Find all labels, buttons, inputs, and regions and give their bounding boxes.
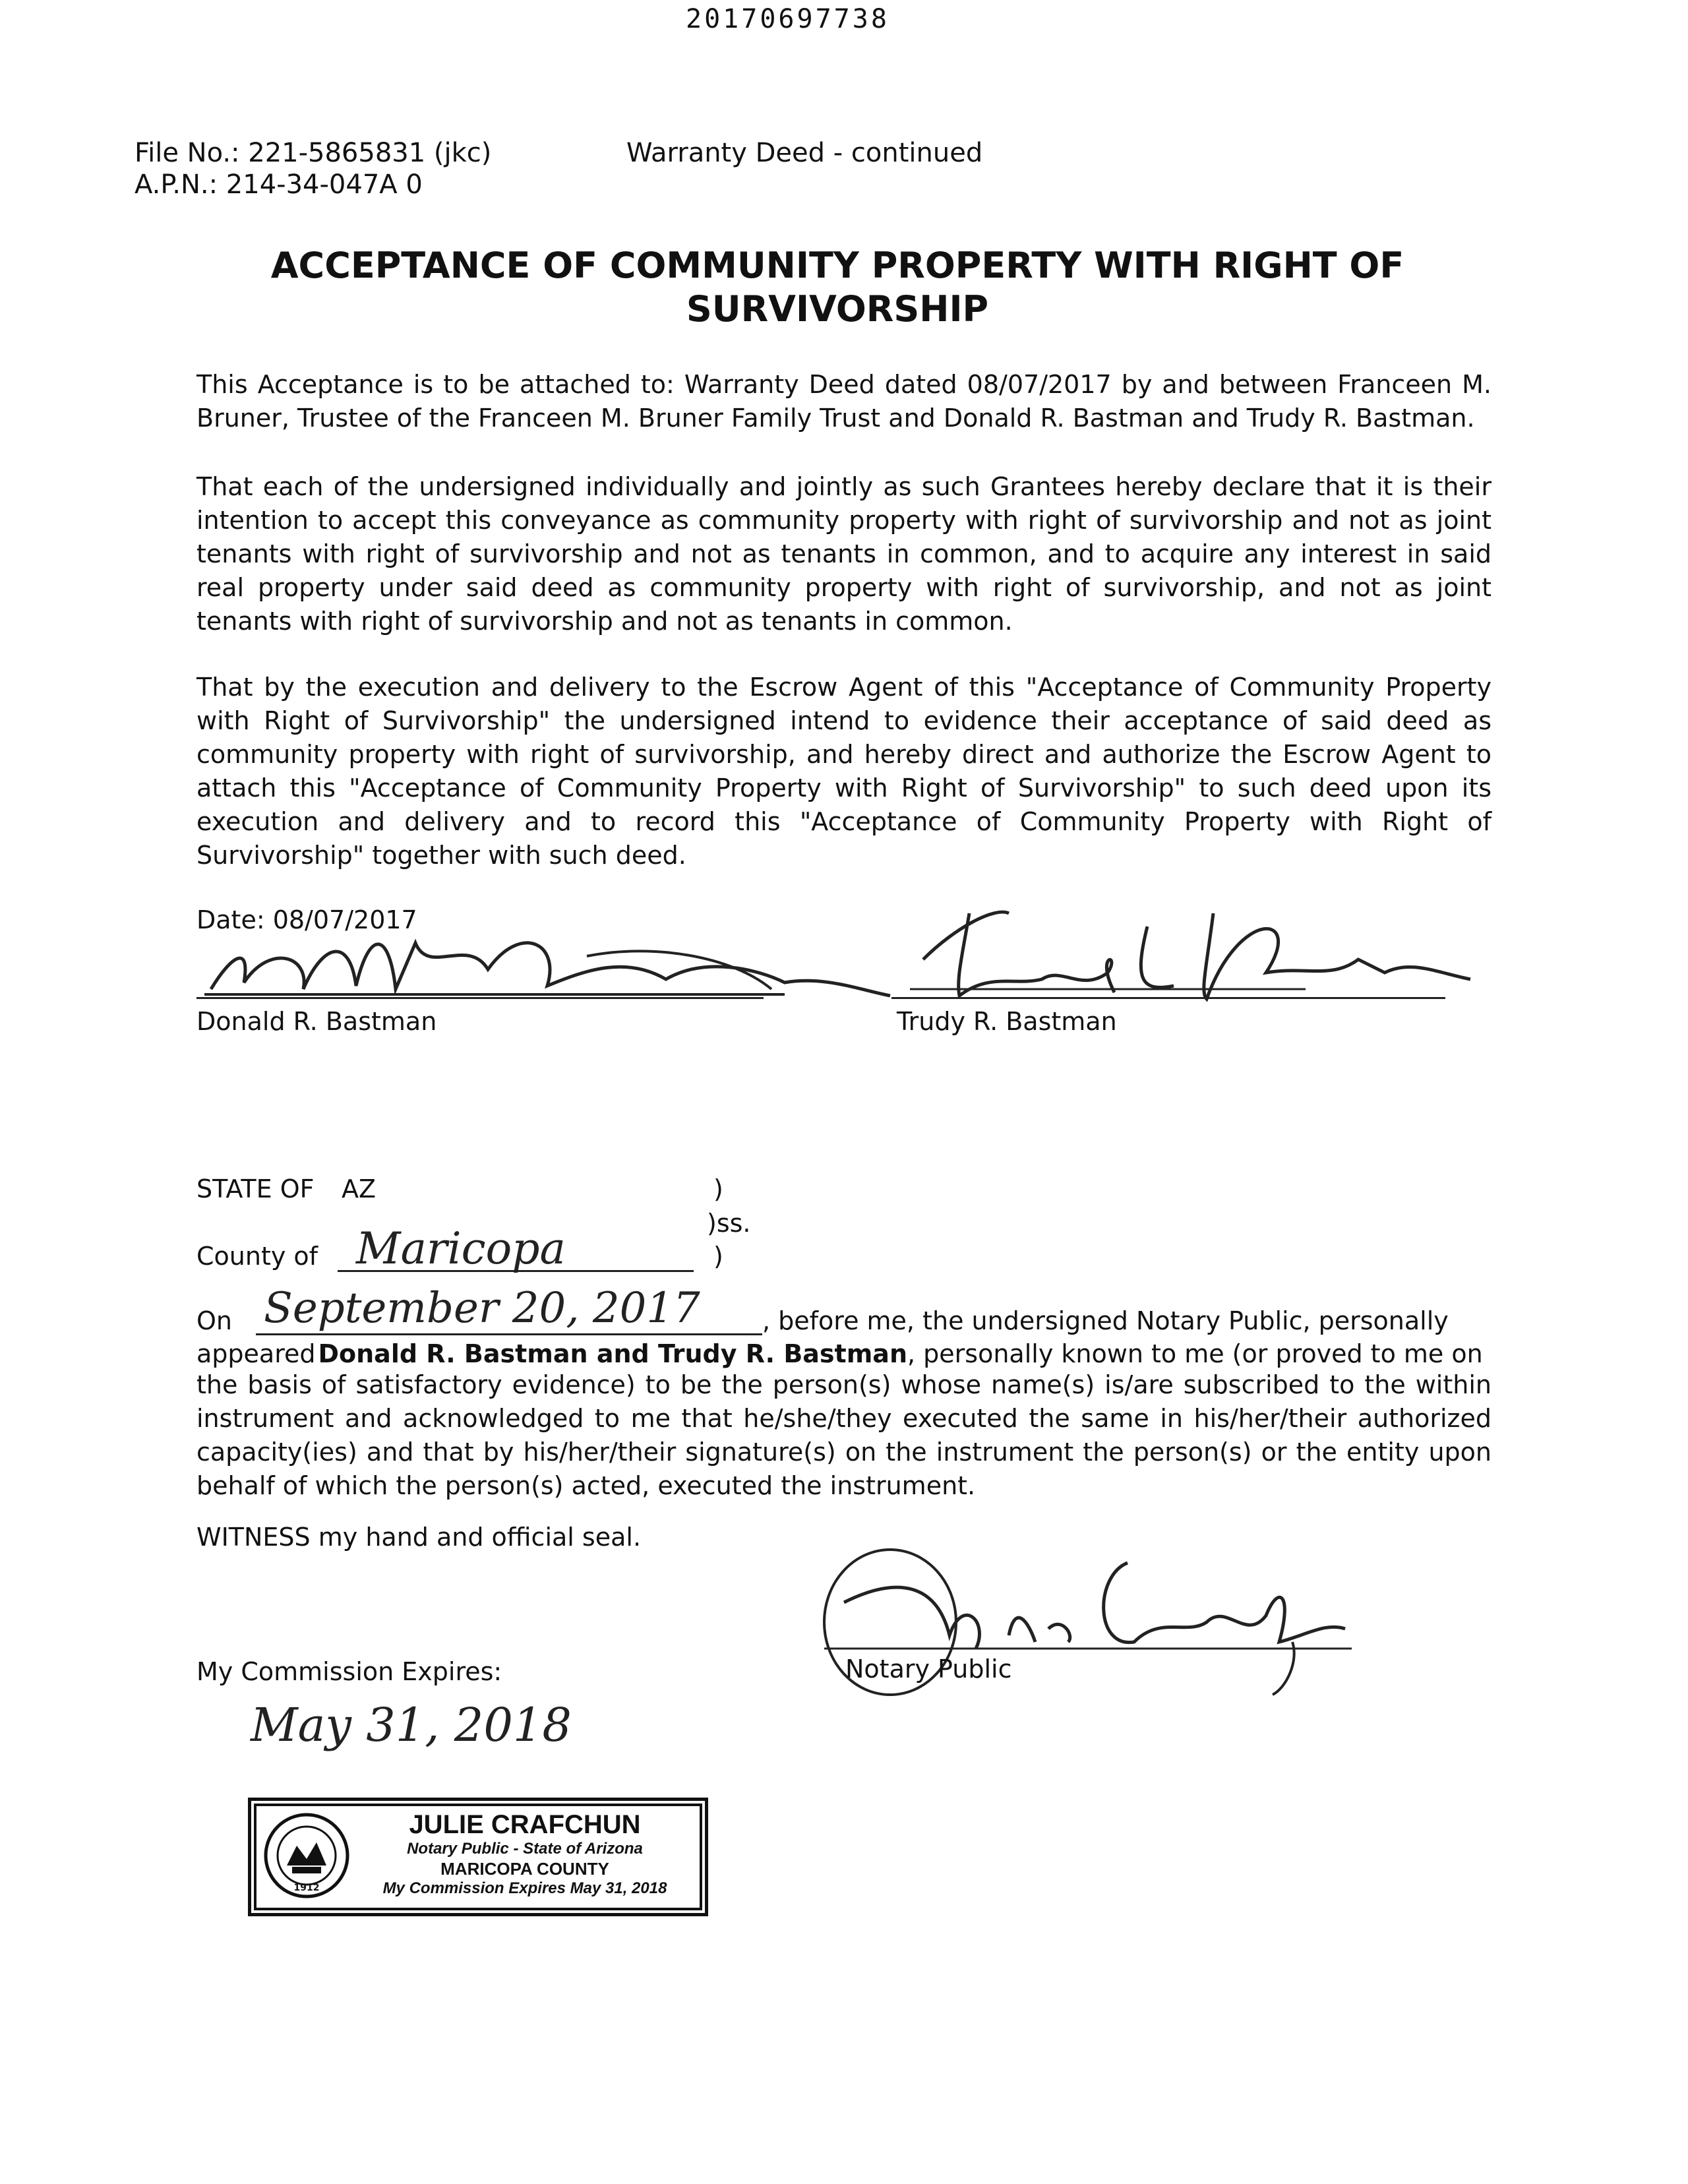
date-line (256, 1333, 762, 1335)
county-line (338, 1270, 694, 1272)
signature-donald-bastman (191, 917, 897, 1016)
notary-stamp (248, 1798, 708, 1916)
signature-trudy-bastman (897, 887, 1490, 1012)
signer-name-1: Donald R. Bastman (196, 1007, 437, 1036)
state-value: AZ (342, 1174, 377, 1203)
commission-label: My Commission Expires: (196, 1657, 502, 1686)
appeared-line (196, 1339, 1492, 1369)
appeared-label: appeared (196, 1339, 316, 1368)
warranty-deed-continued: Warranty Deed - continued (626, 138, 983, 168)
file-number: File No.: 221-5865831 (jkc) (135, 138, 492, 168)
appeared-rest: , personally known to me (or proved to me on (907, 1339, 1483, 1368)
appeared-names: Donald R. Bastman and Trudy R. Bastman (318, 1339, 908, 1368)
seal-year: 1912 (293, 1883, 320, 1893)
venue-ss: )ss. (707, 1209, 751, 1238)
stamp-notary-name: JULIE CRAFCHUN (409, 1810, 641, 1839)
stamp-expiration: My Commission Expires May 31, 2018 (382, 1879, 667, 1897)
on-label: On (196, 1306, 232, 1335)
stamp-state: Notary Public - State of Arizona (407, 1840, 643, 1858)
venue-paren-1: ) (713, 1174, 723, 1203)
paragraph-declaration: That each of the undersigned individually and jointly as such Grantees hereby declare that it is their intention to accept this conveyance as community property with right of survivorship and not as joint tenants with right of survivorship and not as tenants in common, and to acquire any interest in said real property under said deed as community property with right of survivorship, and not as joint tenants with right of survivorship and not as tenants in common. (196, 472, 1492, 636)
stamp-county: MARICOPA COUNTY (440, 1859, 609, 1879)
paragraph-attachment: This Acceptance is to be attached to: Warranty Deed dated 08/07/2017 by and between Franceen M. Bruner, Trustee of the Franceen M. Bruner Family Trust and Donald R. Bastman and Trudy R. Bastman. (196, 370, 1492, 433)
signature-notary (818, 1536, 1372, 1714)
signature-line-1 (196, 997, 764, 999)
commission-value: May 31, 2018 (251, 1698, 572, 1752)
notary-public-label: Notary Public (845, 1654, 1012, 1684)
county-value: Maricopa (356, 1223, 566, 1274)
before-me-text: , before me, the undersigned Notary Public, personally (762, 1306, 1449, 1335)
county-label: County of (196, 1242, 318, 1271)
apn: A.P.N.: 214-34-047A 0 (135, 169, 423, 200)
acknowledgment-body: the basis of satisfactory evidence) to be the person(s) whose name(s) is/are subscribed to the within instrument and acknowledged to me that he/she/they executed the same in his/her/their authorized capacity(ies) and that by his/her/their signature(s) on the instrument the person(s) or the entity upon behalf of which the person(s) acted, executed the instrument. (196, 1370, 1492, 1500)
state-seal-icon (260, 1806, 353, 1905)
venue-paren-2: ) (713, 1242, 723, 1271)
signature-line-2 (891, 997, 1445, 999)
signer-name-2: Trudy R. Bastman (897, 1007, 1117, 1036)
paragraph-escrow: That by the execution and delivery to the Escrow Agent of this "Acceptance of Community Property with Right of Survivorship" the undersigned intend to evidence their acceptance of said deed as community property with right of survivorship, and hereby direct and authorize the Escrow Agent to attach this "Acceptance of Community Property with Right of Survivorship" to such deed upon its execution and delivery and to record this "Acceptance of Community Property with Right of Survivorship" together with such deed. (196, 673, 1492, 870)
witness-line: WITNESS my hand and official seal. (196, 1523, 642, 1552)
page-title: ACCEPTANCE OF COMMUNITY PROPERTY WITH RIGHT OF SURVIVORSHIP (270, 245, 1404, 330)
acknowledgment-date: September 20, 2017 (264, 1284, 700, 1333)
recording-number: 20170697738 (686, 4, 889, 34)
signature-date: Date: 08/07/2017 (196, 905, 417, 934)
state-label: STATE OF (196, 1174, 315, 1203)
